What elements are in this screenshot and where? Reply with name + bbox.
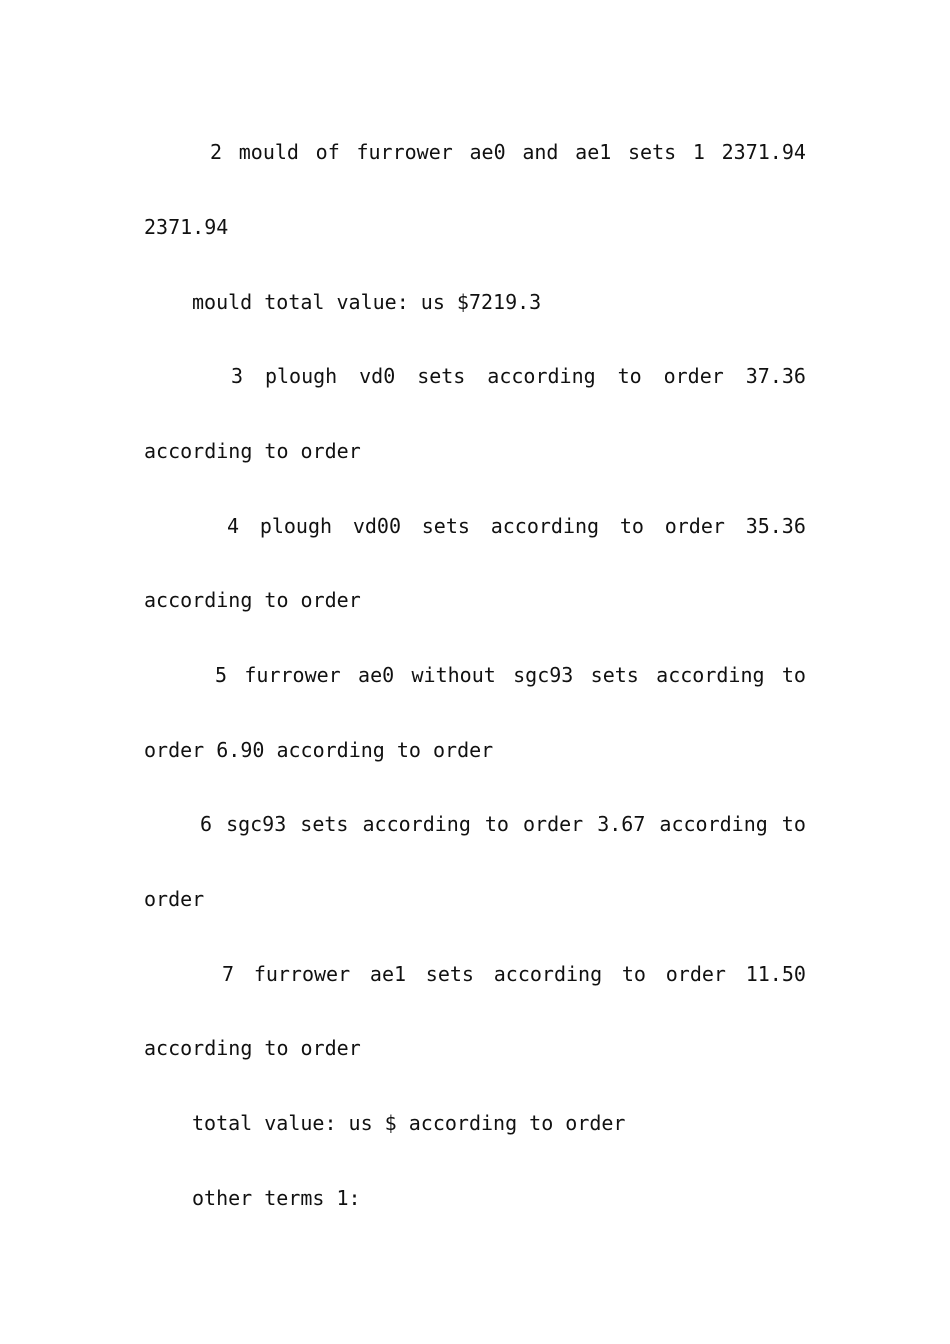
word: plough — [264, 364, 338, 388]
word: 37.36 — [745, 364, 806, 388]
item-7-line-1 — [222, 960, 806, 988]
item-4-line-1 — [227, 512, 806, 540]
word: order — [665, 962, 726, 986]
word: sets — [627, 140, 677, 164]
word: to — [484, 812, 509, 836]
word: sets — [417, 364, 466, 388]
word: 5 — [215, 663, 228, 687]
word: vd00 — [352, 514, 401, 538]
word: 6 — [200, 812, 213, 836]
item-2-line-2: 2371.94 — [144, 215, 229, 239]
word: according — [656, 663, 765, 687]
word: sgc93 — [513, 663, 574, 687]
word: ae0 — [469, 140, 506, 164]
word: according — [362, 812, 471, 836]
word: of — [315, 140, 340, 164]
word: to — [617, 364, 642, 388]
word: without — [411, 663, 496, 687]
item-6-line-1 — [200, 810, 806, 838]
word: according — [493, 962, 603, 986]
word: plough — [259, 514, 333, 538]
word: 11.50 — [745, 962, 806, 986]
item-3-line-1 — [231, 362, 806, 390]
word: sets — [300, 812, 349, 836]
word: 7 — [222, 962, 235, 986]
word: 3.67 — [597, 812, 646, 836]
word: order — [522, 812, 584, 836]
item-3-line-2: according to order — [144, 439, 361, 463]
word: to — [781, 663, 806, 687]
item-5-line-1 — [215, 661, 806, 689]
word: vd0 — [359, 364, 396, 388]
mould-total-line: mould total value: us $7219.3 — [192, 290, 542, 314]
word: to — [619, 514, 644, 538]
word: 35.36 — [745, 514, 806, 538]
word: according — [659, 812, 768, 836]
word: according — [487, 364, 596, 388]
item-7-line-2: according to order — [144, 1036, 361, 1060]
item-5-line-2: order 6.90 according to order — [144, 738, 494, 762]
item-4-line-2: according to order — [144, 588, 361, 612]
word: ae0 — [358, 663, 395, 687]
word: furrower — [253, 962, 351, 986]
word: sgc93 — [226, 812, 287, 836]
word: order — [664, 514, 725, 538]
word: sets — [421, 514, 470, 538]
item-2-line-1 — [210, 138, 806, 166]
word: 1 — [692, 140, 705, 164]
word: 3 — [231, 364, 244, 388]
word: and — [522, 140, 559, 164]
word: furrower — [244, 663, 341, 687]
word: mould — [238, 140, 299, 164]
word: according — [490, 514, 600, 538]
word: ae1 — [575, 140, 612, 164]
item-6-line-2: order — [144, 887, 205, 911]
word: furrower — [356, 140, 453, 164]
word: sets — [425, 962, 474, 986]
word: ae1 — [369, 962, 407, 986]
word: order — [663, 364, 724, 388]
total-value-line: total value: us $ according to order — [192, 1111, 626, 1135]
word: 2371.94 — [721, 140, 806, 164]
other-terms-heading: other terms 1: — [192, 1186, 361, 1210]
word: sets — [590, 663, 639, 687]
word: to — [621, 962, 646, 986]
word: 2 — [210, 140, 223, 164]
word: 4 — [227, 514, 240, 538]
word: to — [781, 812, 806, 836]
